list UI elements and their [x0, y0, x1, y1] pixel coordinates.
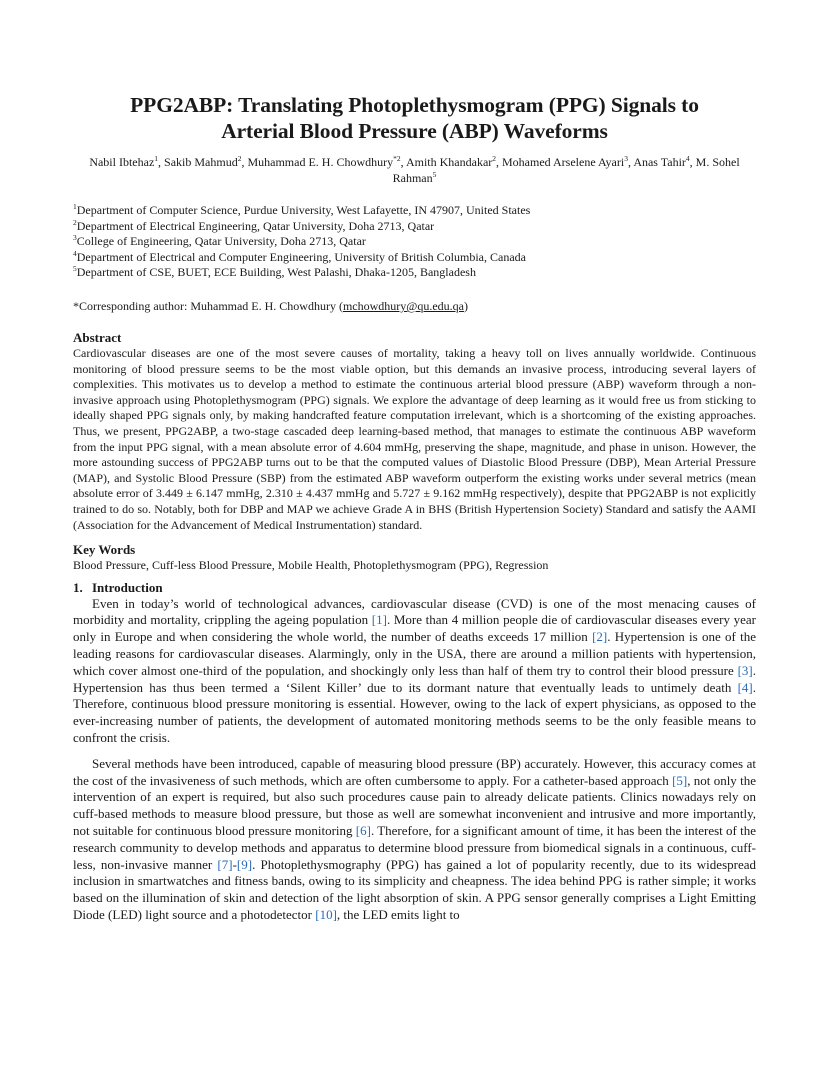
paragraph-text: . Hypertension has thus been termed a ‘Silent Killer’ due to its dormant nature that eventually leads to untimely death	[73, 662, 756, 695]
section-title: Introduction	[92, 579, 163, 595]
author	[406, 155, 496, 169]
affiliation-item	[73, 203, 756, 219]
citation-link[interactable]: [10]	[315, 907, 337, 923]
corresponding-author: *Corresponding author: Muhammad E. H. Chowdhury (mchowdhury@qu.edu.qa)	[73, 298, 468, 313]
keywords-heading: Key Words	[73, 542, 136, 558]
paragraph-text: -	[232, 856, 237, 872]
affiliation-item	[73, 250, 756, 266]
citation-link[interactable]: [3]	[737, 662, 753, 678]
author-affiliation-mark: 5	[432, 170, 437, 179]
citation-link[interactable]: [1]	[371, 612, 387, 628]
affiliation-list	[73, 203, 756, 281]
author-affiliation-mark: *2	[393, 154, 401, 163]
paper-title	[73, 92, 756, 144]
paper-page	[73, 92, 756, 924]
paragraph-text: . Therefore, for a significant amount of time, it has been the interest of the research community to develop methods and apparatus to determine blood pressure from biomedical signals in a continuous, cuff-less, non-invasive manner	[73, 823, 757, 872]
author	[164, 155, 241, 169]
author-name: Anas Tahir	[633, 155, 686, 169]
citation-link[interactable]: [4]	[737, 679, 753, 695]
author	[89, 155, 158, 169]
affiliation-mark: 1	[73, 202, 77, 211]
title-line-1: PPG2ABP: Translating Photoplethysmogram (PPG) Signals to	[130, 93, 699, 117]
paragraph-text: . Therefore, continuous blood pressure monitoring is essential. However, owing to the lack of expert physicians, as opposed to the ever-increasing number of patients, the development of automated monitoring methods seems to be the only feasible means to confront the crisis.	[73, 679, 756, 746]
citation-link[interactable]: [6]	[355, 823, 371, 839]
paragraph-text: , not only the intervention of an expert is required, but also such procedures cause pain to already delicate patients. Clinics nowadays rely on cuff-based methods to measure blood pressure, but those as well are somewhat inconvenient and intrusive and more importantly, not suitable for continuous blood pressure monitoring	[73, 772, 756, 839]
intro-paragraph-2	[73, 756, 756, 924]
section-number: 1.	[73, 579, 83, 595]
paragraph-text: Several methods have been introduced, capable of measuring blood pressure (BP) accurately. However, this accuracy comes at the cost of the invasiveness of such methods, which are often cumbersome to apply. For a catheter-based approach	[73, 755, 756, 788]
author-affiliation-mark: 2	[492, 154, 497, 163]
citation-link[interactable]: [2]	[592, 629, 608, 645]
abstract-heading: Abstract	[73, 329, 122, 345]
author-affiliation-mark: 1	[154, 154, 159, 163]
citation-link[interactable]: [7]	[217, 856, 233, 872]
author-name: Sakib Mahmud	[164, 155, 238, 169]
affiliation-text: Department of CSE, BUET, ECE Building, West Palashi, Dhaka-1205, Bangladesh	[76, 265, 476, 280]
author-name: Mohamed Arselene Ayari	[502, 155, 625, 169]
citation-link[interactable]: [9]	[236, 856, 253, 872]
author-affiliation-mark: 3	[624, 154, 628, 163]
affiliation-text: Department of Electrical Engineering, Qatar University, Doha 2713, Qatar	[76, 218, 435, 233]
affiliation-text: Department of Electrical and Computer Engineering, University of British Columbia, Canada	[76, 249, 526, 264]
author-name: Nabil Ibtehaz	[89, 155, 155, 169]
affiliation-mark: 5	[73, 264, 77, 274]
affiliation-mark: 3	[73, 233, 77, 243]
affiliation-mark: 4	[73, 248, 77, 258]
paragraph-text: . More than 4 million people die of cardiovascular diseases every year only in Europe and when considering the whole world, the number of deaths exceeds 17 million	[73, 612, 757, 645]
keywords-text: Blood Pressure, Cuff-less Blood Pressure, Mobile Health, Photoplethysmogram (PPG), Regression	[73, 558, 549, 573]
author-affiliation-mark: 4	[685, 154, 690, 163]
affiliation-text: Department of Computer Science, Purdue University, West Lafayette, IN 47907, United States	[76, 203, 531, 217]
title-line-2: Arterial Blood Pressure (ABP) Waveforms	[221, 119, 608, 143]
section-heading-introduction	[73, 580, 756, 596]
author-name: Amith Khandakar	[405, 155, 493, 169]
abstract-text: Cardiovascular diseases are one of the most severe causes of mortality, taking a heavy toll on lives annually worldwide. Continuous monitoring of blood pressure seems to be the most viable option, but this demands an invasive process, introducing several layers of complexities. This motivates us to develop a method to estimate the continuous arterial blood pressure (ABP) waveform through a non-invasive approach using Photoplethysmogram (PPG) signals. We explore the advantage of deep learning as it would free us from sticking to ideally shaped PPG signals only, by making handcrafted feature computation irrelevant, which is a shortcoming of the existing approaches. Thus, we present, PPG2ABP, a two-stage cascaded deep learning-based method, that manages to estimate the continuous ABP waveform from the input PPG signal, with a mean absolute error of 4.604 mmHg, preserving the shape, magnitude, and phase in unison. However, the more astounding success of PPG2ABP turns out to be that the computed values of Diastolic Blood Pressure (DBP), Mean Arterial Pressure (MAP), and Systolic Blood Pressure (SBP) from the estimated ABP waveform outperform the existing works under several metrics (mean absolute error of 3.449 ± 6.147 mmHg, 2.310 ± 4.437 mmHg and 5.727 ± 9.162 mmHg respectively), despite that PPG2ABP is not explicitly trained to do so. Notably, both for DBP and MAP we achieve Grade A in BHS (British Hypertension Society) Standard and satisfy the AAMI (Association for the Advancement of Medical Instrumentation) standard.	[73, 345, 756, 532]
paragraph-text: , the LED emits light to	[336, 907, 460, 923]
corresponding-email-link[interactable]: mchowdhury@qu.edu.qa	[342, 298, 464, 313]
affiliation-item	[73, 265, 756, 281]
author	[633, 155, 689, 169]
affiliation-item	[73, 219, 756, 235]
author-name: Muhammad E. H. Chowdhury	[247, 155, 394, 169]
author	[502, 155, 628, 169]
affiliation-item	[73, 234, 756, 250]
affiliation-mark: 2	[73, 217, 77, 227]
paragraph-text: . Hypertension is one of the leading reasons for cardiovascular diseases. Alarmingly, only in the USA, there are around a million patients with hypertension, which cover almost one-third of the population, and shockingly only less than half of them try to control their blood pressure	[73, 629, 756, 678]
paragraph-text: . Photoplethysmography (PPG) has gained a lot of popularity recently, due to its widespread inclusion in smartwatches and fitness bands, owing to its simplicity and cheapness. The idea behind PPG is rather simple; it works based on the illumination of skin and detection of the light absorption of skin. A PPG sensor generally comprises a Light Emitting Diode (LED) light source and a photodetector	[73, 856, 756, 923]
author	[247, 155, 400, 169]
author-list: Nabil Ibtehaz$^1$, Sakib Mahmud$^2$, Muhammad E. H. Chowdhury$^{*2}$, Amith Khandakar$^2$, Mohamed Arselene Ayari$^3$, Anas Tahir$^4$, M. Sohel Rahman$^5$	[89, 154, 740, 185]
author-name: M. Sohel Rahman	[392, 155, 740, 185]
citation-link[interactable]: [5]	[672, 772, 688, 788]
intro-paragraph-1	[73, 596, 756, 747]
paragraph-text: Even in today’s world of technological advances, cardiovascular disease (CVD) is one of the most menacing causes of morbidity and mortality, crippling the ageing population	[73, 595, 756, 628]
author-affiliation-mark: 2	[237, 154, 242, 163]
affiliation-text: College of Engineering, Qatar University, Doha 2713, Qatar	[76, 234, 366, 249]
